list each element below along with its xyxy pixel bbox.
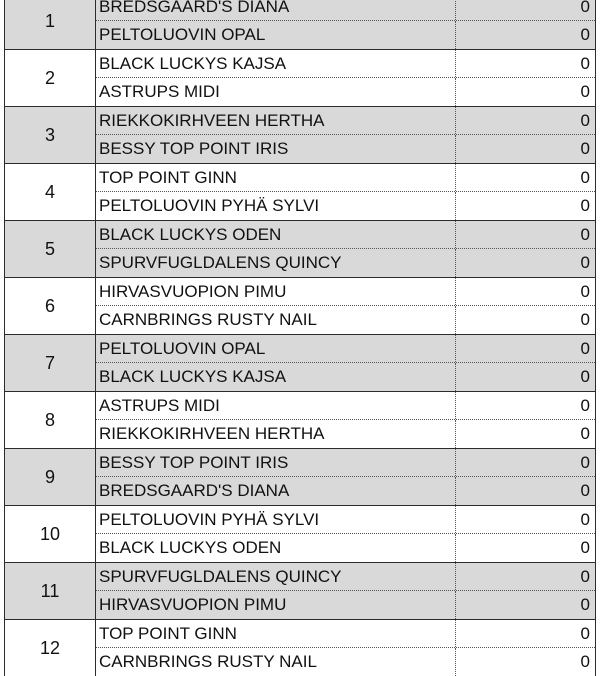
dog-name-cell[interactable]: BREDSGAARD'S DIANA — [96, 0, 456, 20]
table-row — [96, 392, 595, 420]
score-cell[interactable]: 0 — [580, 224, 590, 244]
pair-number-cell[interactable]: 10 — [5, 506, 96, 562]
score-cell[interactable]: 0 — [580, 424, 590, 443]
score-cell[interactable]: 0 — [580, 566, 590, 586]
score-cell[interactable]: 0 — [580, 167, 590, 187]
score-cell[interactable]: 0 — [580, 509, 590, 529]
dog-name-cell[interactable]: RIEKKOKIRHVEEN HERTHA — [96, 107, 456, 134]
score-cell[interactable]: 0 — [580, 253, 590, 272]
dog-name-cell[interactable]: BREDSGAARD'S DIANA — [96, 477, 456, 505]
pair-group — [4, 619, 596, 676]
table-row — [96, 449, 595, 477]
score-cell[interactable]: 0 — [580, 0, 590, 16]
dog-name-cell[interactable]: PELTOLUOVIN PYHÄ SYLVI — [96, 506, 456, 533]
pair-group — [4, 505, 596, 562]
score-cell[interactable]: 0 — [580, 652, 590, 671]
dog-name-cell[interactable]: CARNBRINGS RUSTY NAIL — [96, 306, 456, 334]
table-row — [96, 192, 595, 220]
pair-group — [4, 106, 596, 163]
dog-name-cell[interactable]: PELTOLUOVIN PYHÄ SYLVI — [96, 192, 456, 220]
table-row — [96, 648, 595, 676]
pair-group — [4, 448, 596, 505]
dog-name-cell[interactable]: SPURVFUGLDALENS QUINCY — [96, 249, 456, 277]
score-cell[interactable]: 0 — [580, 538, 590, 557]
dog-name-cell[interactable]: BLACK LUCKYS ODEN — [96, 534, 456, 562]
pair-number-cell[interactable]: 7 — [5, 335, 96, 391]
table-row — [96, 506, 595, 534]
table-row — [96, 335, 595, 363]
pair-group — [4, 0, 596, 49]
table-row — [96, 249, 595, 277]
table-row — [96, 534, 595, 562]
dog-name-cell[interactable]: PELTOLUOVIN OPAL — [96, 21, 456, 49]
pair-group — [4, 49, 596, 106]
table-row — [96, 78, 595, 106]
table-row — [96, 278, 595, 306]
pair-number-cell[interactable]: 3 — [5, 107, 96, 163]
pair-number-cell[interactable]: 11 — [5, 563, 96, 619]
pair-number-cell[interactable]: 6 — [5, 278, 96, 334]
dog-name-cell[interactable]: BLACK LUCKYS KAJSA — [96, 50, 456, 77]
score-cell[interactable]: 0 — [580, 367, 590, 386]
dog-name-cell[interactable]: BLACK LUCKYS KAJSA — [96, 363, 456, 391]
score-cell[interactable]: 0 — [580, 338, 590, 358]
table-row — [96, 221, 595, 249]
pair-group — [4, 334, 596, 391]
score-cell[interactable]: 0 — [580, 481, 590, 500]
score-cell[interactable]: 0 — [580, 623, 590, 643]
pair-group — [4, 562, 596, 619]
score-cell[interactable]: 0 — [580, 395, 590, 415]
dog-name-cell[interactable]: BESSY TOP POINT IRIS — [96, 449, 456, 476]
table-row — [96, 363, 595, 391]
score-cell[interactable]: 0 — [580, 53, 590, 73]
table-row — [96, 164, 595, 192]
pair-number-cell[interactable]: 8 — [5, 392, 96, 448]
pair-group — [4, 391, 596, 448]
dog-name-cell[interactable]: HIRVASVUOPION PIMU — [96, 278, 456, 305]
dog-name-cell[interactable]: PELTOLUOVIN OPAL — [96, 335, 456, 362]
pair-number-cell[interactable]: 5 — [5, 221, 96, 277]
pair-number-cell[interactable]: 2 — [5, 50, 96, 106]
score-cell[interactable]: 0 — [580, 110, 590, 130]
score-cell[interactable]: 0 — [580, 139, 590, 158]
dog-name-cell[interactable]: TOP POINT GINN — [96, 164, 456, 191]
score-cell[interactable]: 0 — [580, 595, 590, 614]
pair-group — [4, 163, 596, 220]
dog-name-cell[interactable]: SPURVFUGLDALENS QUINCY — [96, 563, 456, 590]
table-row — [96, 0, 595, 21]
pair-number-cell[interactable]: 1 — [5, 0, 96, 49]
dog-name-cell[interactable]: HIRVASVUOPION PIMU — [96, 591, 456, 619]
dog-name-cell[interactable]: CARNBRINGS RUSTY NAIL — [96, 648, 456, 676]
score-cell[interactable]: 0 — [580, 310, 590, 329]
dog-name-cell[interactable]: TOP POINT GINN — [96, 620, 456, 647]
score-cell[interactable]: 0 — [580, 281, 590, 301]
pair-number-cell[interactable]: 12 — [5, 620, 96, 676]
table-row — [96, 306, 595, 334]
score-cell[interactable]: 0 — [580, 25, 590, 44]
dog-name-cell[interactable]: ASTRUPS MIDI — [96, 392, 456, 419]
dog-name-cell[interactable]: ASTRUPS MIDI — [96, 78, 456, 106]
table-row — [96, 477, 595, 505]
pair-group — [4, 277, 596, 334]
table-row — [96, 135, 595, 163]
table-row — [96, 50, 595, 78]
score-cell[interactable]: 0 — [580, 82, 590, 101]
pair-number-cell[interactable]: 9 — [5, 449, 96, 505]
pair-group — [4, 220, 596, 277]
pair-number-cell[interactable]: 4 — [5, 164, 96, 220]
dog-name-cell[interactable]: BESSY TOP POINT IRIS — [96, 135, 456, 163]
table-row — [96, 563, 595, 591]
score-cell[interactable]: 0 — [580, 196, 590, 215]
table-row — [96, 420, 595, 448]
score-cell[interactable]: 0 — [580, 452, 590, 472]
table-row — [96, 107, 595, 135]
table-row — [96, 21, 595, 49]
dog-name-cell[interactable]: RIEKKOKIRHVEEN HERTHA — [96, 420, 456, 448]
table-row — [96, 591, 595, 619]
table-row — [96, 620, 595, 648]
dog-name-cell[interactable]: BLACK LUCKYS ODEN — [96, 221, 456, 248]
pairing-table — [4, 0, 596, 676]
